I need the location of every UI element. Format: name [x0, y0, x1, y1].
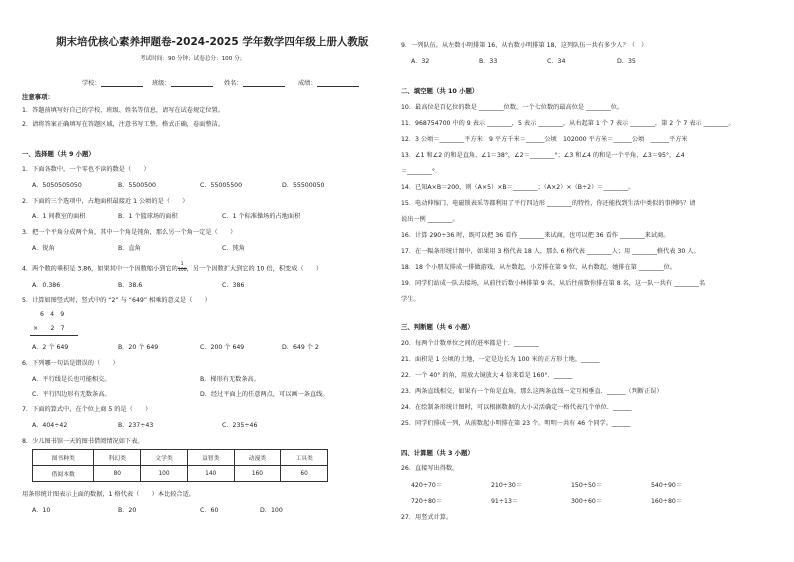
question-stem: 9．一列队伍，从左数小明排第 16，从右数小明排第 18，这列队伍一共有多少人？（ ）: [401, 42, 648, 49]
right-page: [397, 0, 794, 562]
score-field[interactable]: [298, 80, 359, 87]
question-stem: 3．把一个平角分成两个角，其中一个角是钝角，那么另一个角一定是（ ）: [22, 229, 237, 236]
calc-item: 210÷30＝: [491, 482, 523, 489]
option-b[interactable]: B．38.6: [118, 282, 143, 289]
judge-item: 25．同学们排成一列，从前数起小明排在第 23 个。明明一共有 46 个同学。______: [401, 420, 631, 427]
note-item: 2．请将答案正确填写在答题区域，注意书写工整，格式正确，卷面整洁。: [22, 121, 224, 128]
section-heading: 三、判断题（共 6 小题）: [401, 323, 474, 331]
fill-item: 说出一例 ________。: [401, 216, 459, 223]
table-cell: 80: [94, 466, 141, 482]
exam-subtitle: 考试时间：90 分钟；试卷总分：100 分；: [140, 56, 246, 62]
judge-item: 20．每两个计数单位之间的进率都是十．________: [401, 340, 539, 347]
table-row: [33, 466, 328, 482]
table-cell: 动漫类: [234, 450, 281, 466]
option-c[interactable]: C．平行四边形有无数条高。: [32, 391, 111, 398]
option-d[interactable]: D．55500050: [282, 182, 325, 189]
option-c[interactable]: C．235÷46: [222, 422, 258, 429]
question-stem: 5．计算如图竖式时，竖式中的 “2” 与 “649” 相乘的意义是（ ）: [22, 297, 211, 304]
fill-item: 14．已知A×B＝200，则（A×5）×B＝________；（A×2）×（B÷2）＝________。: [401, 184, 635, 191]
option-a[interactable]: A．1 间教室的面积: [32, 213, 86, 220]
judge-item: 22．一个 40° 的角，用放大镜放大 4 倍来看是 160°．______: [401, 372, 573, 379]
notes-heading: 注意事项：: [22, 93, 54, 101]
option-d[interactable]: D．100: [260, 507, 283, 514]
option-d[interactable]: D．35: [617, 58, 636, 65]
option-a[interactable]: A．平行线是长也可能相交。: [32, 376, 111, 383]
fill-item: 17．在一幅条形统计图中，如果用 3 格代表 18 人，那么 6 格代表 ________人；用 ________格代表 30 人。: [401, 248, 700, 255]
table-cell: 60: [281, 466, 328, 482]
option-c[interactable]: C．34: [547, 58, 566, 65]
table-cell: 100: [141, 466, 188, 482]
class-label: 班级：: [152, 80, 171, 87]
option-b[interactable]: B．梯形有无数条高。: [200, 376, 260, 383]
name-label: 姓名：: [224, 80, 243, 87]
borrow-table: [32, 449, 328, 482]
calc-item: 91÷13＝: [491, 498, 519, 505]
question-stem: 2．下面的三个选项中，占地面积最接近 1 公顷的是（ ）: [22, 198, 189, 205]
option-c[interactable]: C．386: [222, 282, 245, 289]
table-cell: 借阅本数: [33, 466, 94, 482]
option-b[interactable]: B．5500500: [118, 182, 156, 189]
option-a[interactable]: A．2 个 649: [32, 344, 69, 351]
calc-item: 160÷80＝: [651, 498, 683, 505]
option-c[interactable]: C．1 个标准操场的占地面积: [222, 213, 301, 220]
option-b[interactable]: B．237÷43: [118, 422, 154, 429]
stem-part: 4．两个数的乘积是 3.86，如果其中一个因数缩小到它的: [22, 265, 178, 273]
calc-item: 540÷90＝: [651, 482, 683, 489]
option-b[interactable]: B．20 个 649: [118, 344, 159, 351]
calc-item: 720÷80＝: [411, 498, 443, 505]
question-stem: [22, 263, 322, 274]
option-d[interactable]: D．649 个 2: [282, 344, 319, 351]
fill-item: 15．电动伸缩门、电磁锁表采等都利用了平行四边形 ________的特性，你还能找到生活中类似的事例吗？请: [401, 200, 696, 207]
option-c[interactable]: C．钝角: [222, 245, 245, 252]
fill-item: 11．968754700 中的 9 表示 ________，5 表示 ________，从右起第 1 个 7 表示 ________，第 2 个 7 表示 ________。: [401, 120, 735, 127]
fill-item: 19．同学们站成一队去接场，从前往后数小林排第 9 名，从后往前数你排在第 8 名，这一队一共有 ________名: [401, 280, 706, 287]
school-field[interactable]: [82, 80, 143, 87]
page-title: 期末培优核心素养押题卷-2024-2025 学年数学四年级上册人教版: [56, 36, 369, 48]
calc-item: 420÷70＝: [411, 482, 443, 489]
judge-item: 23．两条直线相交，如果有一个角是直角，那么这两条直线一定互相垂直．______（判断正误）: [401, 388, 663, 395]
option-a[interactable]: A．10: [32, 507, 51, 514]
table-cell: 图书种类: [33, 450, 94, 466]
stem-part: ，另一个因数扩大到它的 10 倍，积变成（ ）: [186, 265, 323, 273]
judge-item: 24．在绘制条形统计图时，可以根据数据的大小灵活确定一格代表几个单位．______: [401, 404, 632, 411]
option-b[interactable]: B．直角: [118, 245, 141, 252]
vertical-rule: [30, 335, 78, 336]
section-heading: 一、选择题（共 9 小题）: [22, 150, 95, 158]
fill-item: 10．最高位是百亿位的数是 ________位数，一个七位数的最高位是 ________位。: [401, 104, 624, 111]
option-b[interactable]: B．20: [118, 507, 137, 514]
fill-item: 13．∠1 和∠2 的和是直角，∠1＝38°，∠2＝________°；∠3 和∠4 的和是一个平角，∠3＝95°，∠4: [401, 152, 685, 159]
fill-item: 12．3 公顷＝________平方米 9 平方千米＝______公顷 102000 平方米＝______公顷 ______平方米: [401, 136, 688, 143]
note-item: 1．答题前填写好自己的学校、班级、姓名等信息，请写在试卷规定位置。: [22, 107, 224, 114]
option-d[interactable]: D．经过平面上的任意两点，可以画一条直线。: [200, 391, 329, 398]
section-heading: 四、计算题（共 3 小题）: [401, 449, 474, 457]
vertical-top: 6 4 9: [40, 311, 65, 318]
calc-item: 150÷50＝: [571, 482, 603, 489]
question-stem: 7．下面的算式中，在个位上商 5 的是（ ）: [22, 406, 152, 413]
option-a[interactable]: A．锐角: [32, 245, 55, 252]
option-c[interactable]: C．200 个 649: [200, 344, 245, 351]
table-cell: 140: [187, 466, 234, 482]
fraction-denominator: 100: [177, 267, 187, 273]
school-label: 学校：: [82, 80, 101, 87]
fill-item: 16．计算 290÷36 时，既可以把 36 看作 ________来试商，也可以把 36 看作 ________来试商。: [401, 232, 670, 239]
question-follow: 用条形统计图表示上面的数据，1 格代表（ ）本比较合适。: [22, 491, 195, 498]
option-a[interactable]: A．404÷42: [32, 422, 68, 429]
fill-item: ＝________°．: [401, 168, 442, 175]
fraction: [178, 263, 187, 274]
question-stem: 8．少儿图书馆一天的图书借阅情况如下表。: [22, 438, 144, 445]
option-a[interactable]: A．32: [411, 58, 430, 65]
table-cell: 160: [234, 466, 281, 482]
judge-item: 21．面积是 1 公顷的土地，一定是边长为 100 米的正方形土地。______: [401, 356, 600, 363]
vertical-bottom: × 2 7: [33, 325, 65, 332]
option-a[interactable]: A．0.386: [32, 282, 61, 289]
table-cell: 文学类: [141, 450, 188, 466]
calc-item: 300÷60＝: [571, 498, 603, 505]
name-field[interactable]: [224, 80, 285, 87]
fill-item: 学生。: [401, 296, 420, 303]
score-label: 成绩：: [298, 80, 317, 87]
table-cell: 科幻类: [94, 450, 141, 466]
question-stem: 26．直接写出得数。: [401, 465, 459, 472]
question-stem: 27．用竖式计算。: [401, 514, 453, 521]
section-heading: 二、填空题（共 10 小题）: [401, 87, 479, 95]
question-stem: 1．下面各数中，一个零也不读的数是（ ）: [22, 166, 150, 173]
option-b[interactable]: B．1 个篮球场的面积: [118, 213, 178, 220]
table-cell: 工具类: [281, 450, 328, 466]
table-cell: 益智类: [187, 450, 234, 466]
fraction-numerator: 1: [178, 263, 187, 269]
question-stem: 6．下列哪一句话是错误的（ ）: [22, 360, 119, 367]
option-b[interactable]: B．33: [479, 58, 498, 65]
option-c[interactable]: C．55005500: [200, 182, 243, 189]
option-a[interactable]: A．5050505050: [32, 182, 82, 189]
table-header-row: [33, 450, 328, 466]
fill-item: 18．18 个小朋友排成一排做游戏，从左数起，小芳排在第 9 位，从右数起，她排在第 ________位。: [401, 264, 677, 271]
option-c[interactable]: C．60: [200, 507, 219, 514]
class-field[interactable]: [152, 80, 213, 87]
